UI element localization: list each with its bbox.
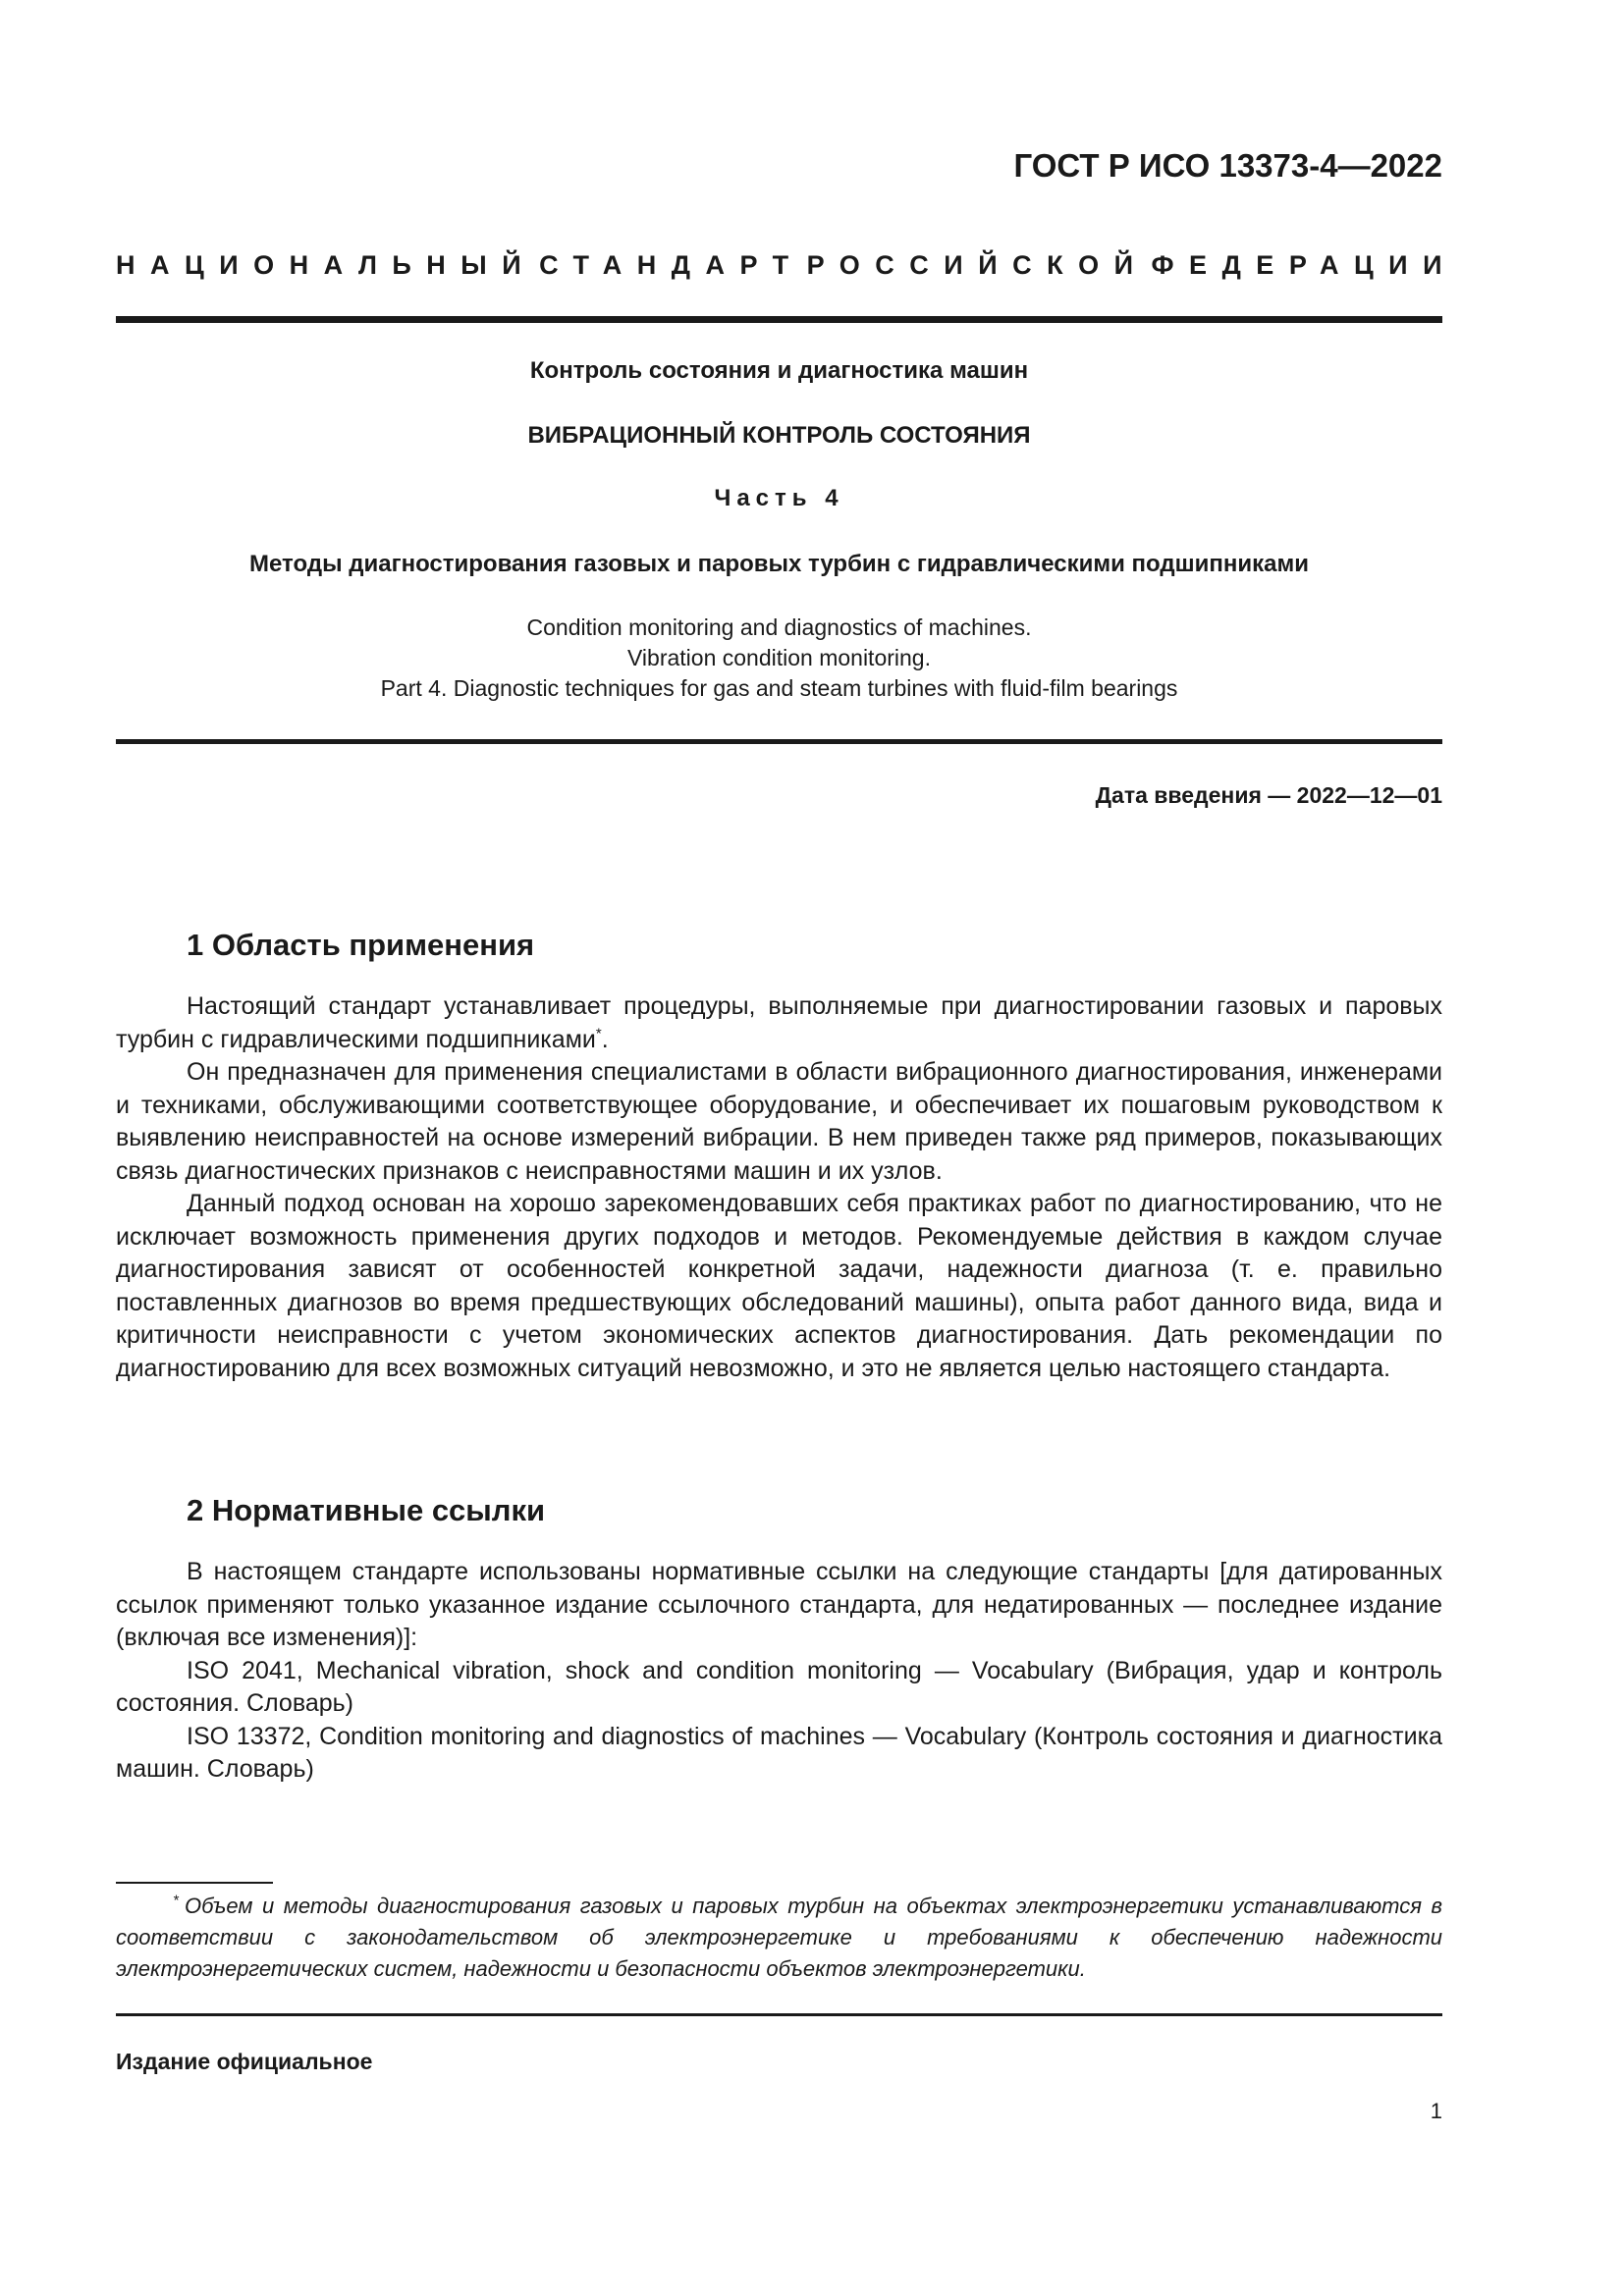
banner-word: СТАНДАРТ (539, 250, 804, 280)
footnote-mark: * (173, 1892, 179, 1909)
footnote-marker: * (595, 1025, 602, 1042)
english-title (116, 613, 1442, 704)
footnote-text: Объем и методы диагностирования газовых и паровых турбин на объектах электроэнергетики устанавливаются в соответствии с законодательством об электроэнергетике и требованиями к обеспечению надежности электроэнергетических систем, надежности и безопасности объектов электроэнергетики. (116, 1894, 1442, 1981)
footnote-rule (116, 1882, 273, 1884)
subtitle: Методы диагностирования газовых и паровых турбин с гидравлическими подшипниками (249, 551, 1309, 577)
section-1-heading: 1 Область применения (187, 928, 535, 962)
section-2-body (116, 1556, 1442, 1787)
footnote (116, 1891, 1442, 1985)
introduction-date: Дата введения — 2022—12—01 (1095, 782, 1442, 808)
paragraph: Он предназначен для применения специалистами в области вибрационного диагностирования, инженерами и техниками, обслуживающими соответствующее оборудование, и обеспечивает их пошаговым руководством к выявлению неисправностей на основе измерений вибрации. В нем приведен также ряд примеров, показывающих связь диагностических признаков с неисправностями машин и их узлов. (116, 1058, 1442, 1185)
paragraph: В настоящем стандарте использованы нормативные ссылки на следующие стандарты [для датированных ссылок применяют только указанное издание ссылочного стандарта, для недатированных — последнее издание (включая все изменения)]: (116, 1558, 1442, 1651)
banner-word: ФЕДЕРАЦИИ (1151, 250, 1457, 280)
footer-rule (116, 2013, 1442, 2016)
paragraph: Настоящий стандарт устанавливает процедуры, выполняемые при диагностировании газовых и паровых турбин с гидравлическими подшипниками*. (116, 992, 1442, 1053)
part-title: Часть 4 (714, 485, 844, 511)
title-rule (116, 739, 1442, 744)
section-2-heading: 2 Нормативные ссылки (187, 1493, 546, 1527)
english-title-line: Condition monitoring and diagnostics of machines. (526, 614, 1032, 640)
series-title: Контроль состояния и диагностика машин (529, 357, 1029, 384)
english-title-line: Vibration condition monitoring. (627, 645, 931, 670)
banner-word: РОССИЙСКОЙ (806, 250, 1149, 280)
official-edition-label: Издание официальное (116, 2049, 373, 2074)
banner-word: НАЦИОНАЛЬНЫЙ (116, 250, 537, 280)
page-number: 1 (1430, 2099, 1442, 2123)
reference-item: ISO 2041, Mechanical vibration, shock and condition monitoring — Vocabulary (Вибрация, удар и контроль состояния. Словарь) (116, 1656, 1442, 1717)
main-title: ВИБРАЦИОННЫЙ КОНТРОЛЬ СОСТОЯНИЯ (527, 422, 1031, 449)
reference-item: ISO 13372, Condition monitoring and diagnostics of machines — Vocabulary (Контроль состояния и диагностика машин. Словарь) (116, 1722, 1442, 1783)
document-number: ГОСТ Р ИСО 13373-4—2022 (1013, 147, 1442, 184)
national-standard-banner (116, 250, 1457, 281)
paragraph: Данный подход основан на хорошо зарекомендовавших себя практиках работ по диагностированию, что не исключает возможность применения других подходов и методов. Рекомендуемые действия в каждом случае диагностирования зависят от особенностей конкретной задачи, надежности диагноза (т. е. правильно поставленных диагнозов во время предшествующих обследований машины), опыта работ данного вида, вида и критичности неисправности с учетом экономических аспектов диагностирования. Дать рекомендации по диагностированию для всех возможных ситуаций невозможно, и это не является целью настоящего стандарта. (116, 1190, 1442, 1382)
english-title-line: Part 4. Diagnostic techniques for gas and steam turbines with fluid-film bearings (380, 675, 1178, 701)
header-rule (116, 316, 1442, 323)
section-1-body (116, 990, 1442, 1385)
